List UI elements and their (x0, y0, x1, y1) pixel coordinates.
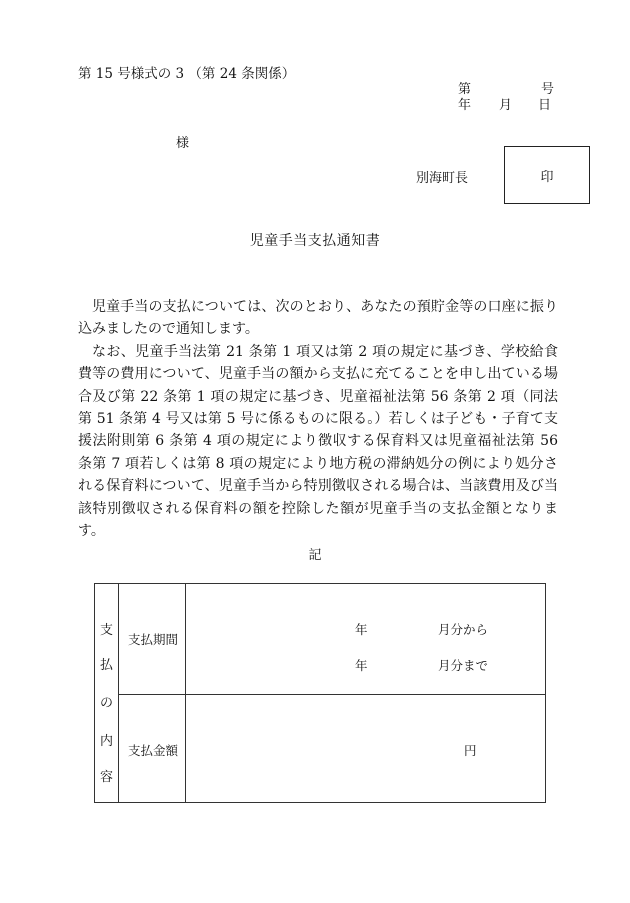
table-divider-vertical-2 (185, 584, 186, 802)
mayor-title: 別海町長 (416, 171, 469, 186)
document-number-go: 号 (541, 82, 555, 97)
date-month-label: 月 (499, 98, 513, 113)
body-text (78, 296, 558, 542)
addressee-suffix: 様 (176, 136, 190, 151)
vertical-char-4: 内 (99, 734, 113, 749)
document-title: 児童手当支払通知書 (249, 233, 381, 249)
vertical-char-1: 支 (99, 623, 113, 638)
vertical-char-5: 容 (99, 770, 113, 785)
table-divider-horizontal (118, 694, 545, 695)
payment-amount-label: 支払金額 (128, 743, 179, 758)
date-day-label: 日 (538, 98, 552, 113)
vertical-char-2: 払 (99, 658, 113, 673)
payment-table (94, 583, 546, 803)
form-number: 第 15 号様式の 3 （第 24 条関係） (78, 66, 296, 82)
payment-details-vertical-label (95, 584, 118, 802)
vertical-char-3: の (99, 696, 113, 711)
yen-unit: 円 (464, 743, 477, 758)
period-start-month: 月分から (438, 622, 489, 637)
body-paragraph-2: なお、児童手当法第 21 条第 1 項又は第 2 項の規定に基づき、学校給食費等の費用について、児童手当の額から支払に充てることを申し出ている場合及び第 22 条第 1 項の規定に基づき、児童福祉法第 56 条第 2 項（同法第 51 条第 4 号又は第 5 号に係るものに限る。）若しくは子ども・子育て支援法附則第 6 条第 4 項の規定により徴収する保育料又は児童福祉法第 56 条第 7 項若しくは第 8 項の規定により地方税の滞納処分の例により処分される保育料について、児童手当から特別徴収される場合は、当該費用及び当該特別徴収される保育料の額を控除した額が児童手当の支払金額となります。 (78, 343, 558, 540)
seal-mark: 印 (540, 169, 554, 185)
ki-marker: 記 (308, 548, 322, 563)
table-divider-vertical-1 (118, 584, 119, 802)
period-end-year: 年 (355, 658, 368, 673)
payment-period-label: 支払期間 (128, 632, 179, 647)
period-start-year: 年 (355, 622, 368, 637)
document-number-dai: 第 (458, 82, 472, 97)
body-paragraph-1: 児童手当の支払については、次のとおり、あなたの預貯金等の口座に振り込みましたので通知します。 (78, 299, 558, 338)
period-end-month: 月分まで (438, 658, 489, 673)
date-year-label: 年 (458, 98, 472, 113)
issue-date (458, 94, 551, 113)
seal-box (504, 146, 590, 204)
